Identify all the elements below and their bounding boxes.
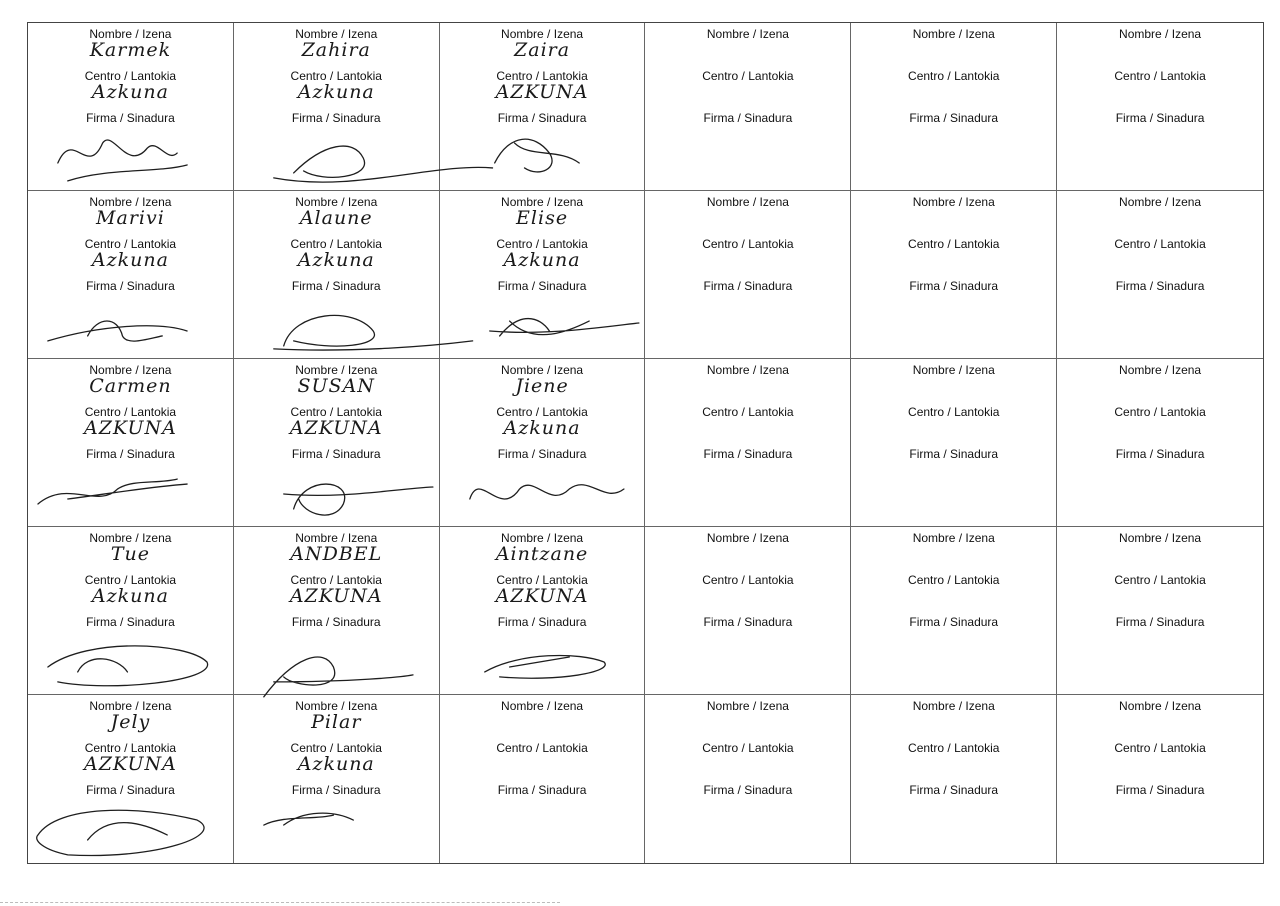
center-label: Centro / Lantokia <box>908 405 1000 419</box>
sign-cell <box>1057 695 1263 863</box>
signature-scribble <box>234 123 439 193</box>
center-label: Centro / Lantokia <box>496 741 588 755</box>
signature-label: Firma / Sinadura <box>703 615 793 629</box>
center-label: Centro / Lantokia <box>908 741 1000 755</box>
signature-stroke <box>37 810 204 855</box>
signature-label: Firma / Sinadura <box>909 111 999 125</box>
name-label: Nombre / Izena <box>706 27 789 41</box>
signature-label: Firma / Sinadura <box>497 447 587 461</box>
handwritten-center: Azkuna <box>91 249 169 271</box>
signature-scribble <box>28 627 233 697</box>
name-label: Nombre / Izena <box>89 363 172 377</box>
signature-label: Firma / Sinadura <box>497 279 587 293</box>
name-label: Nombre / Izena <box>912 195 995 209</box>
signature-label: Firma / Sinadura <box>909 279 999 293</box>
center-label: Centro / Lantokia <box>290 405 382 419</box>
sign-cell <box>234 191 440 359</box>
handwritten-center: Azkuna <box>503 417 581 439</box>
handwritten-name: Carmen <box>89 375 172 397</box>
signature-stroke <box>284 484 433 515</box>
handwritten-center: Azkuna <box>91 81 169 103</box>
signature-label: Firma / Sinadura <box>86 615 175 629</box>
signature-label: Firma / Sinadura <box>86 783 175 797</box>
signature-scribble <box>440 123 645 193</box>
name-label: Nombre / Izena <box>295 531 378 545</box>
name-label: Nombre / Izena <box>501 699 584 713</box>
name-label: Nombre / Izena <box>501 363 584 377</box>
center-label: Centro / Lantokia <box>908 237 1000 251</box>
sign-cell <box>440 359 646 527</box>
center-label: Centro / Lantokia <box>290 69 382 83</box>
signature-label: Firma / Sinadura <box>703 783 793 797</box>
center-label: Centro / Lantokia <box>702 237 794 251</box>
sign-cell <box>28 191 234 359</box>
signature-label: Firma / Sinadura <box>1115 783 1205 797</box>
center-label: Centro / Lantokia <box>290 573 382 587</box>
handwritten-center: AZKUNA <box>495 585 589 607</box>
name-label: Nombre / Izena <box>1119 531 1202 545</box>
name-label: Nombre / Izena <box>89 27 172 41</box>
signature-scribble <box>28 123 233 193</box>
signature-stroke <box>48 321 187 341</box>
signature-label: Firma / Sinadura <box>291 447 381 461</box>
handwritten-center: Azkuna <box>91 585 169 607</box>
handwritten-center: Azkuna <box>297 753 375 775</box>
name-label: Nombre / Izena <box>1119 27 1202 41</box>
sign-cell <box>645 23 851 191</box>
signature-label: Firma / Sinadura <box>86 447 175 461</box>
handwritten-name: Aintzane <box>495 543 589 565</box>
name-label: Nombre / Izena <box>1119 363 1202 377</box>
sign-cell <box>645 359 851 527</box>
sign-cell <box>645 191 851 359</box>
handwritten-center: Azkuna <box>297 249 375 271</box>
signature-scribble <box>440 459 645 529</box>
sign-cell <box>234 527 440 695</box>
sign-cell <box>234 23 440 191</box>
center-label: Centro / Lantokia <box>84 237 177 251</box>
center-label: Centro / Lantokia <box>1114 69 1206 83</box>
signature-stroke <box>494 139 579 172</box>
name-label: Nombre / Izena <box>89 195 172 209</box>
handwritten-name: Pilar <box>311 711 362 733</box>
center-label: Centro / Lantokia <box>290 237 382 251</box>
signature-label: Firma / Sinadura <box>291 279 381 293</box>
handwritten-name: Zaira <box>514 39 571 61</box>
signature-label: Firma / Sinadura <box>1115 279 1205 293</box>
signature-stroke <box>484 655 604 678</box>
sign-cell <box>28 359 234 527</box>
signature-label: Firma / Sinadura <box>703 111 793 125</box>
signature-label: Firma / Sinadura <box>703 447 793 461</box>
signature-label: Firma / Sinadura <box>86 111 175 125</box>
center-label: Centro / Lantokia <box>1114 237 1206 251</box>
center-label: Centro / Lantokia <box>290 741 382 755</box>
name-label: Nombre / Izena <box>295 27 378 41</box>
signature-scribble <box>28 459 233 529</box>
name-label: Nombre / Izena <box>706 699 789 713</box>
name-label: Nombre / Izena <box>706 531 789 545</box>
sign-cell <box>440 527 646 695</box>
name-label: Nombre / Izena <box>295 699 378 713</box>
handwritten-name: Jiene <box>515 375 569 397</box>
center-label: Centro / Lantokia <box>702 573 794 587</box>
attendance-sheet <box>27 22 1264 864</box>
signature-label: Firma / Sinadura <box>703 279 793 293</box>
center-label: Centro / Lantokia <box>496 69 588 83</box>
signature-stroke <box>489 319 638 336</box>
sign-cell <box>851 191 1057 359</box>
center-label: Centro / Lantokia <box>84 741 177 755</box>
center-label: Centro / Lantokia <box>702 405 794 419</box>
name-label: Nombre / Izena <box>706 363 789 377</box>
handwritten-center: AZKUNA <box>495 81 589 103</box>
name-label: Nombre / Izena <box>912 363 995 377</box>
signature-label: Firma / Sinadura <box>909 783 999 797</box>
handwritten-name: Elise <box>516 207 569 229</box>
signature-label: Firma / Sinadura <box>291 783 381 797</box>
signature-label: Firma / Sinadura <box>909 615 999 629</box>
center-label: Centro / Lantokia <box>1114 573 1206 587</box>
handwritten-name: ANDBEL <box>290 543 383 565</box>
signature-stroke <box>264 657 413 697</box>
center-label: Centro / Lantokia <box>84 573 177 587</box>
signature-scribble <box>234 795 439 865</box>
signature-label: Firma / Sinadura <box>86 279 175 293</box>
center-label: Centro / Lantokia <box>702 69 794 83</box>
sign-cell <box>1057 527 1263 695</box>
center-label: Centro / Lantokia <box>496 573 588 587</box>
signature-label: Firma / Sinadura <box>497 783 587 797</box>
handwritten-center: Azkuna <box>297 81 375 103</box>
signature-label: Firma / Sinadura <box>1115 111 1205 125</box>
handwritten-name: SUSAN <box>297 375 375 397</box>
center-label: Centro / Lantokia <box>702 741 794 755</box>
sign-cell <box>645 527 851 695</box>
sign-cell <box>1057 359 1263 527</box>
signature-stroke <box>264 813 353 825</box>
handwritten-name: Tue <box>110 543 150 565</box>
signature-scribble <box>234 291 439 361</box>
handwritten-name: Marivi <box>96 207 165 229</box>
center-label: Centro / Lantokia <box>84 405 177 419</box>
center-label: Centro / Lantokia <box>1114 405 1206 419</box>
center-label: Centro / Lantokia <box>1114 741 1206 755</box>
signature-scribble <box>234 459 439 529</box>
signature-label: Firma / Sinadura <box>1115 615 1205 629</box>
name-label: Nombre / Izena <box>89 699 172 713</box>
handwritten-name: Zahira <box>301 39 371 61</box>
signature-scribble <box>28 795 233 865</box>
handwritten-name: Alaune <box>299 207 373 229</box>
sign-cell <box>645 695 851 863</box>
sign-cell <box>28 695 234 863</box>
sign-cell <box>440 23 646 191</box>
name-label: Nombre / Izena <box>912 531 995 545</box>
sign-cell <box>851 695 1057 863</box>
signature-stroke <box>38 479 187 504</box>
sign-cell <box>1057 23 1263 191</box>
signature-scribble <box>440 627 645 697</box>
name-label: Nombre / Izena <box>912 27 995 41</box>
signature-stroke <box>58 140 187 181</box>
sign-cell <box>440 191 646 359</box>
name-label: Nombre / Izena <box>295 363 378 377</box>
name-label: Nombre / Izena <box>295 195 378 209</box>
signature-stroke <box>469 485 623 499</box>
name-label: Nombre / Izena <box>501 531 584 545</box>
signature-scribble <box>440 291 645 361</box>
sign-cell <box>28 527 234 695</box>
center-label: Centro / Lantokia <box>496 405 588 419</box>
handwritten-center: AZKUNA <box>289 417 383 439</box>
center-label: Centro / Lantokia <box>84 69 177 83</box>
center-label: Centro / Lantokia <box>496 237 588 251</box>
signature-stroke <box>48 646 208 686</box>
signature-scribble <box>234 627 439 697</box>
name-label: Nombre / Izena <box>501 195 584 209</box>
signature-scribble <box>28 291 233 361</box>
signature-label: Firma / Sinadura <box>909 447 999 461</box>
name-label: Nombre / Izena <box>706 195 789 209</box>
handwritten-center: AZKUNA <box>289 585 383 607</box>
signature-label: Firma / Sinadura <box>497 111 587 125</box>
center-label: Centro / Lantokia <box>908 573 1000 587</box>
signature-label: Firma / Sinadura <box>291 615 381 629</box>
handwritten-name: Karmek <box>89 39 172 61</box>
sign-cell <box>234 359 440 527</box>
center-label: Centro / Lantokia <box>908 69 1000 83</box>
sign-cell <box>1057 191 1263 359</box>
name-label: Nombre / Izena <box>1119 195 1202 209</box>
name-label: Nombre / Izena <box>501 27 584 41</box>
signature-label: Firma / Sinadura <box>291 111 381 125</box>
footer-rule <box>0 902 560 903</box>
name-label: Nombre / Izena <box>912 699 995 713</box>
handwritten-center: Azkuna <box>503 249 581 271</box>
sign-cell <box>28 23 234 191</box>
sign-cell <box>851 23 1057 191</box>
sign-cell <box>440 695 646 863</box>
sign-cell <box>851 359 1057 527</box>
sign-cell <box>851 527 1057 695</box>
name-label: Nombre / Izena <box>1119 699 1202 713</box>
handwritten-center: AZKUNA <box>84 417 177 439</box>
handwritten-center: AZKUNA <box>84 753 177 775</box>
sign-cell <box>234 695 440 863</box>
name-label: Nombre / Izena <box>89 531 172 545</box>
signature-label: Firma / Sinadura <box>497 615 587 629</box>
handwritten-name: Jely <box>110 711 151 733</box>
signature-label: Firma / Sinadura <box>1115 447 1205 461</box>
